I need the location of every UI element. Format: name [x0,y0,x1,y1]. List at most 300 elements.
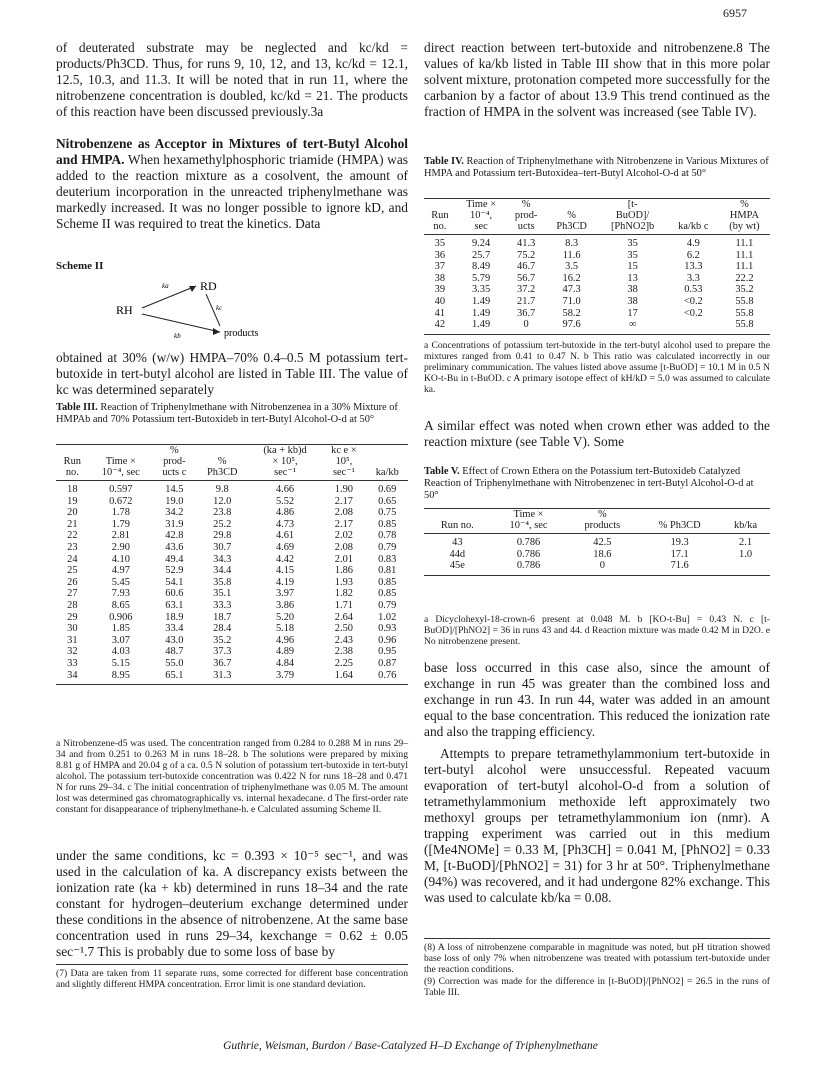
table4-cell: 11.1 [735,261,754,273]
table3-header-cell: kc e × [331,445,357,456]
table5-cell: 19.3 [670,537,689,548]
table4-cell: 9.24 [471,238,491,249]
arrowhead-products [213,328,220,335]
table3-cell: 33 [67,657,78,669]
table4-cell: 11.1 [735,238,754,249]
table5-header-row [424,520,770,534]
table3-cell: 5.52 [275,495,295,507]
table3-cell: 31 [67,634,78,646]
table4-cell: ∞ [597,319,667,334]
table3-cell: 2.38 [334,646,353,658]
table3-cell: 22 [67,530,78,542]
table3-cell: 35.8 [213,576,232,588]
arrowhead-rd [189,286,196,292]
table4-header-cell [424,199,456,211]
table3-cell: 18.9 [165,611,184,623]
table3-cell: 0.672 [109,495,133,507]
table5-cell: 0.786 [491,560,567,575]
table5-header-cell [424,509,491,521]
table3-cell: 4.97 [111,565,130,577]
table3-cell: 2.02 [334,530,353,542]
table3-cell: 4.96 [275,634,295,646]
table3-cell: 0.597 [109,484,133,495]
table4-header-cell: % [740,199,749,210]
table3-cell: 0.78 [378,530,397,542]
table4-header-cell: ucts [506,221,545,235]
table3-caption: Table III. Reaction of Triphenylmethane with Nitrobenzenea in a 30% Mixture of HMPAb and 70% Potassium tert-Butoxideb in tert-Butyl Alcohol-O-d at 50° [56,402,398,425]
table3-cell: 29 [67,611,78,623]
table4-cell: 41 [434,307,446,319]
table5 [424,508,770,576]
scheme-kb: kb [174,332,181,340]
table3-header-row [56,467,408,481]
table4-header-cell: (by wt) [719,221,770,235]
table3-cell: 43.6 [165,541,184,553]
table3-cell: 28.4 [213,623,232,635]
table5-cell: 42.5 [593,537,612,548]
table3-cell: 2.08 [334,507,353,519]
right-paragraph-3: base loss occurred in this case also, since the amount of exchange in run 45 was greater than the combined loss and exchange in run 43. In run 44, water was added in an amount equal to the base concentration. This reduced the ionization rate and also the trapping efficiency. [424,660,770,739]
table4-cell: 42 [424,319,456,334]
table5-cell: 0 [566,560,638,575]
table3-cell: 0.95 [378,646,397,658]
footnote-9: (9) Correction was made for the difference in [t-BuOD]/[PhNO2] = 26.5 in the runs of Table III. [424,976,770,998]
table3-cell: 4.03 [111,646,130,658]
table3-row [56,577,408,589]
table3-header-cell [56,445,89,457]
table3-header-row [56,445,408,457]
table4-cell: 22.2 [735,272,754,284]
table3-header-cell [196,445,249,457]
table3-cell: 0.79 [378,599,397,611]
table4-header-cell [668,199,719,211]
table4-header-cell [668,210,719,221]
table3-cell: 18 [67,484,78,495]
table4-cell: 38 [627,284,638,296]
table5-cell: 71.6 [638,560,721,575]
table4-cell: 0.53 [684,284,703,296]
table3-row [56,565,408,577]
scheme-label: Scheme II [56,260,104,272]
table3-row [56,612,408,624]
table4-cell: 1.49 [456,319,507,334]
table3-cell: 19.0 [165,495,184,507]
table4-row [424,261,770,273]
table3-cell: 2.81 [111,530,130,542]
table4-row [424,273,770,285]
table3-cell: 28 [67,599,78,611]
table4-cell: 56.7 [517,272,536,284]
table4-cell: 17 [627,307,638,319]
table4-header-cell: HMPA [729,210,759,221]
scheme-ka: ka [162,282,169,290]
table3-cell: 4.66 [275,484,295,495]
table3-cell: 1.64 [321,670,366,685]
table3-cell: 32 [67,646,78,658]
table4-cell: 4.9 [686,238,700,249]
table3-cell: 0.85 [378,576,397,588]
table3-cell: 24 [67,553,78,565]
table3-cell: 49.4 [165,553,184,565]
table3-cell: 1.93 [334,576,353,588]
table3-cell: 2.17 [334,495,353,507]
table4-header-cell [546,199,598,211]
table5-header-cell [638,509,721,521]
table3-cell: 0.81 [378,565,397,577]
table3-cell: 18.7 [213,611,232,623]
table3-cell: 2.90 [111,541,130,553]
table3-header-cell: ucts c [153,467,196,481]
table3-cell: 35.2 [213,634,232,646]
table3-header-cell: Ph3CD [196,467,249,481]
table3-row [56,635,408,647]
table3-cell: 1.78 [111,507,130,519]
table3-row [56,530,408,542]
table3-header-cell: (ka + kb)d [263,445,307,456]
table3-header-cell [366,445,408,457]
table3-row [56,588,408,600]
table3-cell: 4.10 [111,553,130,565]
table4-cell: 39 [434,284,446,296]
table3-cell: 9.8 [215,484,229,495]
table4-cell: 0 [506,319,545,334]
table4-header-row [424,221,770,235]
arrow-to-rd [142,286,196,308]
table4-cell: 15 [627,261,638,273]
footnote-rule [56,964,408,965]
table3-cell: 26 [67,576,78,588]
footnote-8: (8) A loss of nitrobenzene comparable in magnitude was noted, but pH titration showed base loss of only 7% when nitrobenzene was treated with potassium tert-butoxide under the reaction conditions. [424,942,770,975]
table4-row [424,235,770,250]
right-paragraph-1: direct reaction between tert-butoxide and nitrobenzene.8 The values of ka/kb listed in Table III show that in this more polar solvent mixture, protonation competed more successfully for the carbanion by a factor of about 13.9 This trend continued as the fraction of HMPA in the solvent was increased (see Table IV). [424,40,770,119]
table3-cell: 0.96 [378,634,397,646]
table5-cell: 18.6 [593,548,612,560]
table3-cell: 31.3 [196,670,249,685]
table5-cell: 45e [424,560,491,575]
table3-cell: 0.76 [366,670,408,685]
table4-cell: 8.49 [471,261,491,273]
table3-cell: 30.7 [213,541,232,553]
table3-row [56,670,408,685]
table5-cell: 17.1 [670,548,689,560]
table4-cell: 13.3 [684,261,703,273]
table5-header-cell: % Ph3CD [638,520,721,534]
table4-cell: 6.2 [686,249,700,261]
table3-cell: 0.79 [378,541,397,553]
table3-cell: 4.73 [275,518,295,530]
table4-cell: 35 [627,238,638,249]
right-paragraph-2: A similar effect was noted when crown ether was added to the reaction mixture (see Table V). Some [424,418,770,449]
table3-cell: 19 [67,495,78,507]
table4-cell: 13 [627,272,638,284]
table3-cell: 0.906 [109,611,133,623]
scheme-rh: RH [116,303,133,317]
table3-cell: 4.15 [275,565,295,577]
table3-cell: 0.83 [378,553,397,565]
table3-cell: 12.0 [213,495,232,507]
table4-cell: 55.8 [735,307,754,319]
table3-cell: 2.43 [334,634,353,646]
table3-header-cell [89,445,153,457]
table4-row [424,308,770,320]
footnote-rule-right [424,938,770,939]
table3-cell: 52.9 [165,565,184,577]
table5-cell: 1.0 [739,548,753,560]
section-heading: Nitrobenzene as Acceptor in Mixtures of tert-Butyl Alcohol and HMPA. [56,136,408,167]
table4-header-cell: Ph3CD [546,221,598,235]
table3-row [56,519,408,531]
table3-header-cell: % [217,456,227,467]
table4-cell: 38 [434,272,446,284]
table3-cell: 20 [67,507,78,519]
table4-cell: 58.2 [562,307,581,319]
table3-header-cell: no. [56,467,89,481]
table3-cell: 65.1 [153,670,196,685]
left-paragraph-4: under the same conditions, kc = 0.393 × 10⁻⁵ sec⁻¹, and was used in the calculation of ka. A discrepancy exists between the ionization rate (ka + kb) determined in runs 18–34 and the rate constant for hydrogen–deuterium exchange determined under these conditions in the absence of nitrobenzene. At the same base concentration used in runs 29–34, kexchange = 0.62 ± 0.05 sec⁻¹.7 This is probably due to some loss of base by [56,848,408,959]
table3-cell: 4.19 [275,576,295,588]
table4-header-cell: no. [424,221,456,235]
table3 [56,444,408,685]
table3-cell: 3.07 [111,634,130,646]
table3-cell: 2.25 [334,657,353,669]
page-number: 6957 [723,6,747,20]
table3-header-cell: sec⁻¹ [249,467,322,481]
table3-cell: 0.87 [378,657,397,669]
table5-row [424,534,770,549]
table5-header-cell: products [566,520,638,534]
table3-cell: 54.1 [165,576,184,588]
table3-header-cell: prod- [163,456,186,467]
table4-header-cell: % [521,199,531,210]
table4-header-cell: [PhNO2]b [597,221,667,235]
table5-header-cell: 10⁻⁴, sec [491,520,567,534]
scheme-rd: RD [200,279,217,293]
table3-row [56,542,408,554]
table4-header-cell: Time × [466,199,497,210]
table4-cell: 47.3 [562,284,581,296]
table3-cell: 2.64 [334,611,353,623]
table3-cell: 4.61 [275,530,295,542]
table3-header-cell [366,456,408,467]
table5-header-cell [721,509,770,521]
table5-header-cell: Time × [513,509,544,520]
table3-cell: 0.75 [378,507,397,519]
table3-cell: 36.7 [213,657,232,669]
table4-cell: 40 [434,295,446,307]
table3-cell: 37.3 [213,646,232,658]
table5-header-cell: kb/ka [721,520,770,534]
table5-row [424,560,770,575]
table3-cell: 33.3 [213,599,232,611]
table3-cell: 43.0 [165,634,184,646]
table3-cell: 35.1 [213,588,232,600]
table4-cell: 35 [627,249,638,261]
table3-cell: 0.65 [378,495,397,507]
table5-header-cell: % [598,509,607,520]
table3-cell: 8.95 [89,670,153,685]
table4-header-cell: [t- [627,199,638,210]
table3-header-cell: Run [63,456,81,467]
table4-header-cell: prod- [514,210,538,221]
table5-caption: Table V. Effect of Crown Ethera on the Potassium tert-Butoxideb Catalyzed Reaction of Triphenylmethane with Nitrobenzenec in tert-Butyl Alcohol-O-d at 50° [424,466,754,501]
table4-cell: 36.7 [517,307,536,319]
left-paragraph-2 [56,136,408,232]
table3-cell: 3.86 [275,599,295,611]
table4-cell: 3.3 [686,272,700,284]
table3-cell: 5.18 [275,623,295,635]
table3-cell: 34 [56,670,89,685]
table4-header-cell: sec [456,221,507,235]
table3-cell: 1.86 [334,565,353,577]
table3-cell: 34.2 [165,507,184,519]
table3-cell: 21 [67,518,78,530]
table3-row [56,623,408,635]
table3-cell: 4.86 [275,507,295,519]
table4-cell: 37 [434,261,446,273]
table4-header-row [424,210,770,221]
left-paragraph-3: obtained at 30% (w/w) HMPA–70% 0.4–0.5 M potassium tert-butoxide in tert-butyl alcohol are listed in Table III. The value of kc was determined separately [56,350,408,397]
table3-cell: 2.50 [334,623,353,635]
table3-cell: 31.9 [165,518,184,530]
scheme-kc: kc [216,304,223,312]
table3-cell: 5.15 [111,657,130,669]
table3-cell: 1.90 [334,484,353,495]
table5-cell: 44d [449,548,466,560]
table4-header-cell: Run [431,210,449,221]
table4-caption: Table IV. Reaction of Triphenylmethane with Nitrobenzene in Various Mixtures of HMPA and Potassium tert-Butoxidea–tert-Butyl Alcohol-O-d at 50° [424,156,769,179]
table3-cell: 4.42 [275,553,295,565]
table5-row [424,549,770,561]
table5-cell: 0.786 [516,537,541,548]
table3-cell: 25 [67,565,78,577]
arrow-to-products [142,314,220,332]
table4-cell: 71.0 [562,295,581,307]
table4-header-cell: ka/kb c [668,221,719,235]
table3-cell: 60.6 [165,588,184,600]
footnote-7: (7) Data are taken from 11 separate runs, some corrected for different base concentration and slightly different HMPA concentration. Error limit is one standard deviation. [56,968,408,990]
table3-cell: 23 [67,541,78,553]
table3-cell: 1.71 [334,599,353,611]
table4-cell: <0.2 [683,307,703,319]
table3-row [56,481,408,496]
table3-cell: 5.20 [275,611,295,623]
table4-cell: 55.8 [719,319,770,334]
table3-cell: 34.4 [213,565,232,577]
table3-cell: 8.65 [111,599,130,611]
table4-header-cell: BuOD]/ [615,210,650,221]
table4-cell: <0.2 [683,295,703,307]
table3-cell: 3.97 [275,588,295,600]
right-paragraph-4: Attempts to prepare tetramethylammonium tert-butoxide in tert-butyl alcohol were unsuccessful. Repeated vacuum evaporation of tert-butyl alcohol-O-d from a solution of tetramethylammonium methoxide left approximately two methoxyl groups per tetramethylammonium ion (nmr). A trapping experiment was carried out in this medium ([Me4NOMe] = 0.33 M, [Ph3CH] = 0.041 M, [PhNO2] = 0.33 M, [t-BuOD]/[PhNO2] = 31) for 3 hr at 50°. Triphenylmethane (94%) was recovered, and it had undergone 82% exchange. This was used to calculate kb/ka = 0.08. [424,746,770,905]
table3-cell: 55.0 [165,657,184,669]
table3-cell: 0.69 [378,484,397,495]
table4-cell: 35.2 [735,284,754,296]
table5-cell: 43 [452,537,463,548]
table3-cell: 33.4 [165,623,184,635]
table3-row [56,658,408,670]
table3-cell: 4.84 [275,657,295,669]
table3-header-cell: % [170,445,179,456]
table4-cell [668,319,719,334]
table5-cell [721,560,770,575]
scheme-diagram [116,268,336,348]
table3-cell: 0.93 [378,623,397,635]
table4-row [424,319,770,334]
table3-row [56,646,408,658]
table4-header-cell: % [567,210,576,221]
table4-header-cell: 10⁻⁴, [470,210,493,221]
table4-cell: 38 [627,295,638,307]
table3-cell: 1.02 [378,611,397,623]
table3-header-cell: sec⁻¹ [321,467,366,481]
table3-cell: 25.2 [213,518,232,530]
table4-cell: 16.2 [562,272,581,284]
table3-cell: 3.79 [249,670,322,685]
table4-cell: 25.7 [471,249,491,261]
table3-cell: 2.08 [334,541,353,553]
table4-cell: 97.6 [546,319,598,334]
table4-header-row [424,199,770,211]
table3-row [56,554,408,566]
table4-row [424,296,770,308]
table3-cell: 2.17 [334,518,353,530]
left-paragraph-1: of deuterated substrate may be neglected and kc/kd = products/Ph3CD. Thus, for runs 9, 10, 12, and 13, kc/kd = 12.1, 12.5, 10.3, and 11.3. It will be noted that in run 11, where the nitrobenzene concentration is doubled, kc/kd = 21. The products of this reaction have been discussed previously.3a [56,40,408,119]
table5-cell: 2.1 [739,537,753,548]
table3-cell: 30 [67,623,78,635]
table3-header-cell: 10⁵, [335,456,353,467]
table3-cell: 4.89 [275,646,295,658]
table3-cell: 23.8 [213,507,232,519]
table3-cell: 48.7 [165,646,184,658]
table4-cell: 36 [434,249,446,261]
table4-cell: 46.7 [517,261,536,273]
table3-cell: 34.3 [213,553,232,565]
section-text: When hexamethylphosphoric triamide (HMPA) was added to the reaction mixture as a cosolvent, the amount of deuterium incorporation in the unreacted triphenylmethane was markedly increased. It was no longer possible to ignore kD, and Scheme II was required to treat the kinetics. Data [56,152,408,231]
table4-cell: 75.2 [517,249,536,261]
table3-cell: 0.85 [378,588,397,600]
table5-cell: 0.786 [516,548,541,560]
table4-cell: 11.1 [735,249,754,261]
table5-footnote: a Dicyclohexyl-18-crown-6 present at 0.048 M. b [KO-t-Bu] = 0.43 N. c [t-BuOD]/[PhNO2] = 36 in runs 43 and 44. d Reaction mixture was made 0.42 M in D2O. e No nitrobenzene present. [424,614,770,647]
table4-cell: 21.7 [517,295,536,307]
table4-cell: 3.35 [471,284,491,296]
table4-cell: 1.49 [471,307,491,319]
table3-header-cell: 10⁻⁴, sec [89,467,153,481]
table4 [424,198,770,335]
table4-row [424,284,770,296]
table4-cell: 55.8 [735,295,754,307]
table3-cell: 1.82 [334,588,353,600]
table3-cell: 14.5 [165,484,184,495]
table4-footnote: a Concentrations of potassium tert-butoxide in the tert-butyl alcohol used to prepare the mixtures ranged from 0.41 to 0.47 N. b This ratio was calculated incorrectly in our preliminary communication. The values listed above assume [t-BuOD] = 10.1 M in 0.5 N KO-t-Bu in t-BuOD. c A primary isotope effect of kH/kD = 5.0 was assumed to calculate ka. [424,340,770,395]
table3-cell: 7.93 [111,588,130,600]
table3-cell: 4.69 [275,541,295,553]
table3-row [56,600,408,612]
table4-cell: 41.3 [517,238,536,249]
table3-cell: 29.8 [213,530,232,542]
table4-cell: 1.49 [471,295,491,307]
table3-row [56,496,408,508]
table5-header-row [424,509,770,521]
table3-cell: 5.45 [111,576,130,588]
table3-row [56,507,408,519]
table4-cell: 11.6 [562,249,581,261]
table3-footnote: a Nitrobenzene-d5 was used. The concentration ranged from 0.284 to 0.288 M in runs 29–34 and from 0.251 to 0.263 M in runs 18–28. b The solutions were prepared by mixing 8.81 g of HMPA and 20.04 g of a ca. 0.5 N solution of potassium tert-butoxide in tert-butyl alcohol. The potassium tert-butoxide concentration was 0.422 N for runs 18–28 and 0.471 N for runs 29–34. c The initial concentration of triphenylmethane was 0.05 M. The amount lost was determined gas chromatographically vs. internal hexadecane. d The first-order rate constant for disappearance of triphenylmethane-h. e Calculated assuming Scheme II. [56,738,408,815]
table3-header-row [56,456,408,467]
table4-cell: 37.2 [517,284,536,296]
table4-cell: 35 [434,238,446,249]
table4-cell: 8.3 [565,238,579,249]
